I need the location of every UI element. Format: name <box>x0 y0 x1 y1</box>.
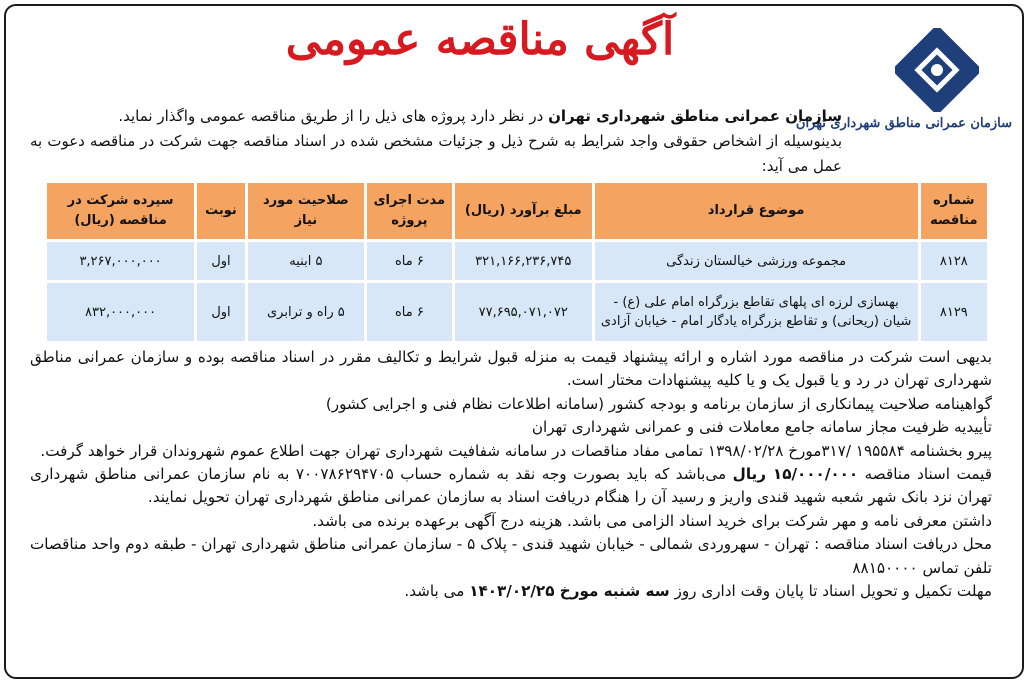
intro-text <box>30 104 842 179</box>
cell-number: ۸۱۲۹ <box>919 282 988 343</box>
condition-paragraph: گواهینامه صلاحیت پیمانکاری از سازمان برنامه و بودجه کشور (سامانه اطلاعات نظام فنی و اجرایی کشور) <box>325 394 992 413</box>
table-row <box>46 241 989 282</box>
condition-paragraph: داشتن معرفی نامه و مهر شرکت برای خرید اسناد الزامی می باشد. هزینه درج آگهی برعهده برنده می باشد. <box>312 511 992 530</box>
cell-estimate: ۳۲۱,۱۶۶,۲۳۶,۷۴۵ <box>453 241 593 282</box>
cell-deposit: ۳,۲۶۷,۰۰۰,۰۰۰ <box>46 241 196 282</box>
logo-emblem-icon <box>895 28 979 112</box>
cell-number: ۸۱۲۸ <box>919 241 988 282</box>
cell-turn: اول <box>196 282 247 343</box>
notice-title: آگهی مناقصه عمومی <box>285 14 675 65</box>
condition-paragraph: بدیهی است شرکت در مناقصه مورد اشاره و ارائه پیشنهاد قیمت به منزله قبول شرایط و تکالیف مقرر در اسناد مناقصه بوده و سازمان عمرانی مناطق شهرداری تهران در رد و یا قبول یک و یا کلیه پیشنهادات مختار است. <box>30 348 992 390</box>
document-price-paragraph: قیمت اسناد مناقصه ۱۵/۰۰۰/۰۰۰ ریال می‌باشد که باید بصورت وجه نقد به شماره حساب ۷۰۰۷۸۶۲۹۴۷۰۵ به نام سازمان عمرانی مناطق شهرداری تهران نزد بانک شهر شعبه شهید قندی واریز و رسید آن را هنگام دریافت اسناد به سازمان عمرانی مناطق شهرداری تهران تحویل نمایند. <box>30 465 993 507</box>
intro-line2: بدینوسیله از اشخاص حقوقی واجد شرایط به شرح ذیل و جزئیات مشخص شده در اسناد مناقصه جهت شرکت در مناقصه دعوت به عمل می آید: <box>30 132 842 175</box>
intro-line1: در نظر دارد پروژه های ذیل را از طریق مناقصه عمومی واگذار نماید. <box>118 107 549 125</box>
tender-table <box>44 180 990 344</box>
condition-paragraph: تأییدیه ظرفیت مجاز سامانه جامع معاملات فنی و عمرانی شهرداری تهران <box>531 418 992 437</box>
cell-qualification: ۵ راه و ترابری <box>246 282 365 343</box>
deadline-paragraph: مهلت تکمیل و تحویل اسناد تا پایان وقت اداری روز سه شنبه مورخ ۱۴۰۳/۰۲/۲۵ می باشد. <box>404 582 992 601</box>
cell-subject: مجموعه ورزشی خیالستان زندگی <box>593 241 919 282</box>
col-estimate-header: مبلغ برآورد (ریال) <box>453 182 593 241</box>
logo-text: سازمان عمرانی مناطق شهرداری تهران <box>795 116 1012 131</box>
col-deposit-header: سپرده شرکت در مناقصه (ریال) <box>46 182 196 241</box>
table-row <box>46 282 989 343</box>
address-paragraph: محل دریافت اسناد مناقصه : تهران - سهروردی شمالی - خیابان شهید قندی - پلاک ۵ - سازمان عمرانی مناطق شهرداری تهران - طبقه دوم واحد مناقصات تلفن تماس ۸۸۱۵۰۰۰۰ <box>30 535 993 577</box>
organization-logo <box>795 28 1012 158</box>
condition-paragraph: پیرو بخشنامه ۱۹۵۵۸۴ /۳۱۷مورخ ۱۳۹۸/۰۲/۲۸ تمامی مفاد مناقصات در سامانه شفافیت شهرداری تهران جهت اطلاع عموم شهروندان قرار خواهد گرفت. <box>40 441 992 460</box>
intro-org-name: سازمان عمرانی مناطق شهرداری تهران <box>548 107 842 125</box>
cell-qualification: ۵ ابنیه <box>246 241 365 282</box>
table-header-row <box>46 182 989 241</box>
document-price: ۱۵/۰۰۰/۰۰۰ ریال <box>732 465 859 484</box>
col-turn-header: نوبت <box>196 182 247 241</box>
cell-duration: ۶ ماه <box>365 282 453 343</box>
cell-estimate: ۷۷,۶۹۵,۰۷۱,۰۷۲ <box>453 282 593 343</box>
col-qualification-header: صلاحیت مورد نیاز <box>246 182 365 241</box>
cell-duration: ۶ ماه <box>365 241 453 282</box>
cell-deposit: ۸۳۲,۰۰۰,۰۰۰ <box>46 282 196 343</box>
conditions-text <box>30 346 992 603</box>
col-duration-header: مدت اجرای پروژه <box>365 182 453 241</box>
col-number-header: شماره مناقصه <box>919 182 988 241</box>
cell-turn: اول <box>196 241 247 282</box>
cell-subject: بهسازی لرزه ای پلهای تقاطع بزرگراه امام علی (ع) - شیان (ریحانی) و تقاطع بزرگراه یادگار امام - خیابان آزادی <box>593 282 919 343</box>
col-subject-header: موضوع قرارداد <box>593 182 919 241</box>
deadline-date: سه شنبه مورخ ۱۴۰۳/۰۲/۲۵ <box>469 582 670 601</box>
